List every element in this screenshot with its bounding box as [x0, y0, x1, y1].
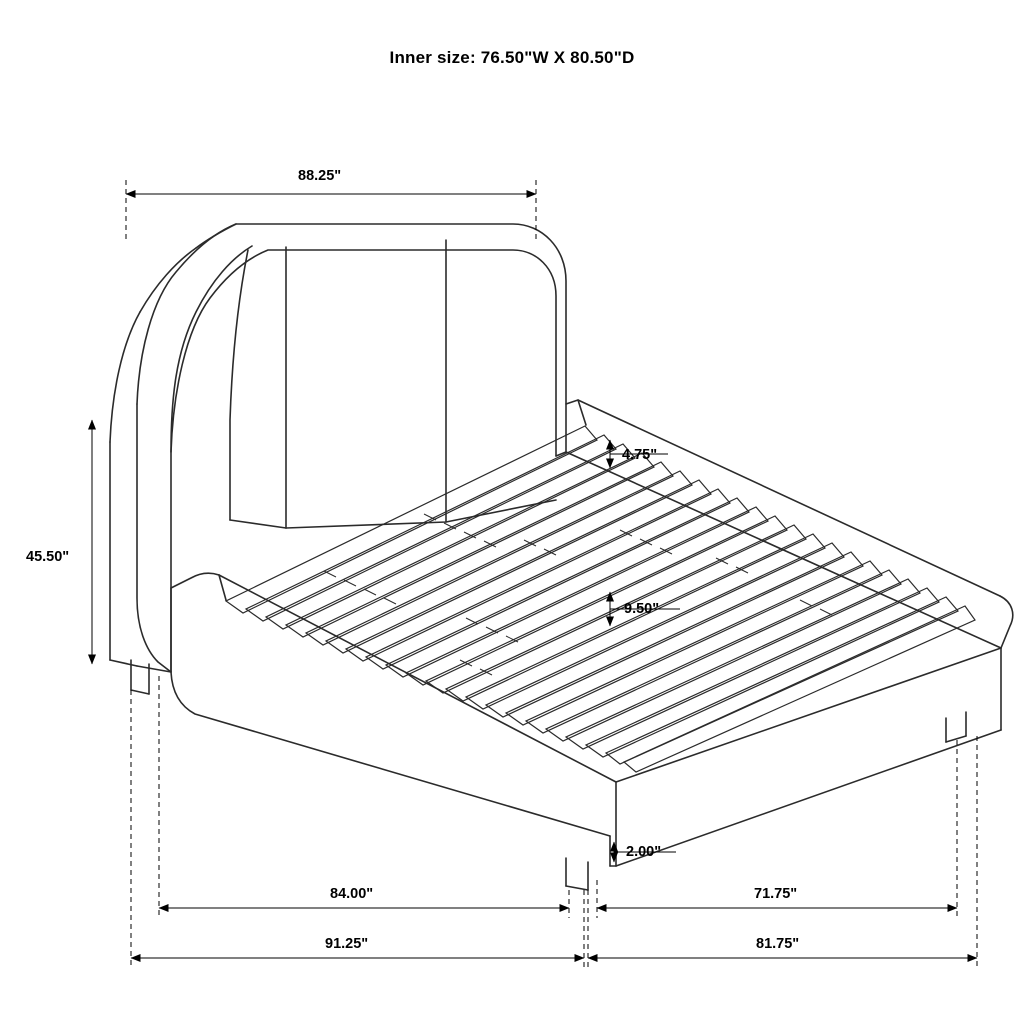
- bed-slats: [226, 426, 975, 772]
- dimension-label-slat-spacing: 9.50": [624, 601, 660, 617]
- dimension-lines: [92, 180, 977, 968]
- dimension-label-overall-length: 91.25": [325, 936, 369, 952]
- dimension-label-overall-height: 45.50": [26, 549, 70, 565]
- dimension-label-slat-gap-top: 4.75": [622, 447, 658, 463]
- dimension-label-leg-height: 2.00": [626, 844, 662, 860]
- dimension-label-inner-length: 84.00": [330, 886, 374, 902]
- dimension-label-inner-depth: 71.75": [754, 886, 798, 902]
- page-title: Inner size: 76.50"W X 80.50"D: [389, 48, 635, 67]
- bed-illustration: [110, 224, 1013, 890]
- dimension-label-overall-depth: 81.75": [756, 936, 800, 952]
- dimension-label-headboard-width: 88.25": [298, 168, 342, 184]
